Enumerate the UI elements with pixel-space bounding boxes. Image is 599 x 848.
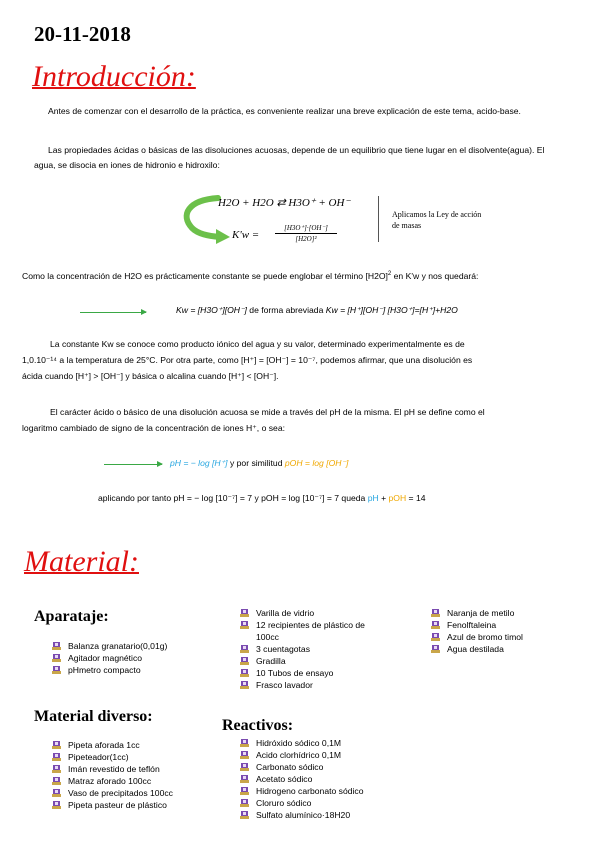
reactivos-list	[240, 737, 380, 821]
side-note: Aplicamos la Ley de acción de masas	[392, 210, 482, 230]
list-item	[240, 643, 380, 655]
list-item-label: 3 cuentagotas	[256, 644, 310, 654]
list-item	[52, 787, 192, 799]
list-item	[240, 785, 380, 797]
bullet-icon	[52, 666, 61, 674]
material-diverso-heading: Material diverso:	[34, 708, 153, 725]
bullet-icon	[431, 621, 440, 629]
list-item-label: 10 Tubos de ensayo	[256, 668, 334, 678]
list-item-label: Vaso de precipitados 100cc	[68, 788, 173, 798]
material-diverso-list	[52, 739, 192, 811]
list-item-label: Sulfato alumínico·18H20	[256, 810, 351, 820]
list-item-label: Acido clorhídrico 0,1M	[256, 750, 342, 760]
list-item	[431, 631, 571, 643]
list-item	[52, 652, 202, 664]
list-item-label: Carbonato sódico	[256, 762, 324, 772]
bracket	[374, 196, 379, 242]
bullet-icon	[240, 669, 249, 677]
intro-paragraph-4: La constante Kw se conoce como producto iónico del agua y su valor, determinado experimentalmente es de 1,0.10⁻¹⁴ a la temperatura de 25°C. Por otra parte, como [H⁺] = [OH⁻] = 10⁻⁷, podemos afirmar, que una disolución es ácida cuando [H⁺] > [OH⁻] y básica o alcalina cuando [H⁺] < [OH⁻].	[22, 339, 473, 381]
list-item	[240, 749, 380, 761]
list-item-label: Pipeta pasteur de plástico	[68, 800, 167, 810]
list-item-label: Imán revestido de teflón	[68, 764, 160, 774]
bullet-icon	[52, 753, 61, 761]
bullet-icon	[240, 657, 249, 665]
list-item	[240, 619, 380, 643]
material-col2-list	[240, 607, 380, 691]
reactivos-heading: Reactivos:	[222, 717, 294, 734]
ph-definition: pH = − log [H⁺] y por similitud pOH = log [OH⁻]	[170, 458, 349, 468]
list-item	[52, 664, 202, 676]
list-item	[52, 751, 192, 763]
bullet-icon	[52, 654, 61, 662]
bullet-icon	[240, 763, 249, 771]
list-item-label: Agua destilada	[447, 644, 504, 654]
bullet-icon	[431, 633, 440, 641]
list-item-label: Agitador magnético	[68, 653, 143, 663]
list-item	[240, 679, 380, 691]
bullet-icon	[240, 751, 249, 759]
material-col3-list	[431, 607, 571, 655]
aparataje-list	[52, 640, 202, 676]
kw-label: K'w =	[232, 229, 260, 241]
list-item-label: Hidrogeno carbonato sódico	[256, 786, 364, 796]
intro-paragraph-3: Como la concentración de H2O es prácticamente constante se puede englobar el término $[H2O]^2$ en K'w y nos quedará:	[22, 270, 479, 281]
list-item-label: Balanza granatario(0,01g)	[68, 641, 168, 651]
list-item-label: Acetato sódico	[256, 774, 313, 784]
list-item-label: Pipeta aforada 1cc	[68, 740, 140, 750]
list-item	[240, 667, 380, 679]
bullet-icon	[52, 777, 61, 785]
bullet-icon	[240, 775, 249, 783]
bullet-icon	[52, 789, 61, 797]
list-item-label: Cloruro sódico	[256, 798, 312, 808]
list-item	[240, 607, 380, 619]
equilibrium-equation: H2O + H2O ⇄ H3O⁺ + OH⁻	[218, 197, 351, 209]
arrow-right-icon	[80, 312, 146, 313]
list-item	[431, 619, 571, 631]
bullet-icon	[431, 609, 440, 617]
intro-paragraph-5: El carácter ácido o básico de una disolución acuosa se mide a través del pH de la misma. El pH se define como el logaritmo cambiado de signo de la concentración de iones H⁺, o sea:	[22, 407, 485, 433]
list-item-label: pHmetro compacto	[68, 665, 141, 675]
bullet-icon	[240, 609, 249, 617]
list-item	[431, 643, 571, 655]
list-item	[431, 607, 571, 619]
bullet-icon	[240, 811, 249, 819]
bullet-icon	[240, 739, 249, 747]
list-item-label: Azul de bromo timol	[447, 632, 523, 642]
intro-paragraph-2: Las propiedades ácidas o básicas de las disoluciones acuosas, depende de un equilibrio que tiene lugar en el disolvente(agua). El agua, se disocia en iones de hidronio e hidroxilo:	[34, 145, 545, 170]
list-item-label: Frasco lavador	[256, 680, 313, 690]
bullet-icon	[240, 799, 249, 807]
list-item-label: Matraz aforado 100cc	[68, 776, 152, 786]
list-item	[240, 761, 380, 773]
list-item	[240, 773, 380, 785]
bullet-icon	[240, 787, 249, 795]
list-item	[240, 809, 380, 821]
ph-application: aplicando por tanto pH = − log [10⁻⁷] = 7 y pOH = log [10⁻⁷] = 7 queda pH + pOH = 14	[98, 493, 426, 503]
bullet-icon	[52, 642, 61, 650]
list-item-label: Gradilla	[256, 656, 286, 666]
kw-numerator: [H3O⁺]·[OH⁻]	[275, 224, 337, 234]
bullet-icon	[52, 765, 61, 773]
list-item-label: Pipeteador(1cc)	[68, 752, 129, 762]
kw-denominator: [H2O]²	[295, 235, 317, 243]
arrow-right-icon	[104, 464, 162, 465]
bullet-icon	[240, 645, 249, 653]
list-item-label: 12 recipientes de plástico de 100cc	[256, 620, 365, 642]
bullet-icon	[52, 741, 61, 749]
list-item	[52, 739, 192, 751]
list-item-label: Naranja de metilo	[447, 608, 515, 618]
date: 20-11-2018	[34, 22, 131, 46]
material-title: Material:	[24, 545, 139, 578]
list-item-label: Varilla de vidrio	[256, 608, 315, 618]
list-item	[52, 763, 192, 775]
bullet-icon	[52, 801, 61, 809]
list-item-label: Fenolftaleina	[447, 620, 497, 630]
bullet-icon	[240, 681, 249, 689]
list-item	[52, 640, 202, 652]
intro-title: Introducción:	[32, 60, 196, 93]
list-item	[52, 799, 192, 811]
kw-equation: Kw = [H3O⁺][OH⁻] de forma abreviada Kw = [H⁺][OH⁻] [H3O⁺]=[H⁺]+H2O	[176, 305, 458, 315]
intro-paragraph-1: Antes de comenzar con el desarrollo de la práctica, es conveniente realizar una breve explicación de este tema, acido-base.	[48, 106, 521, 116]
bullet-icon	[240, 621, 249, 629]
list-item	[52, 775, 192, 787]
list-item	[240, 797, 380, 809]
list-item	[240, 737, 380, 749]
list-item-label: Hidróxido sódico 0,1M	[256, 738, 342, 748]
bullet-icon	[431, 645, 440, 653]
list-item	[240, 655, 380, 667]
aparataje-heading: Aparataje:	[34, 608, 109, 625]
